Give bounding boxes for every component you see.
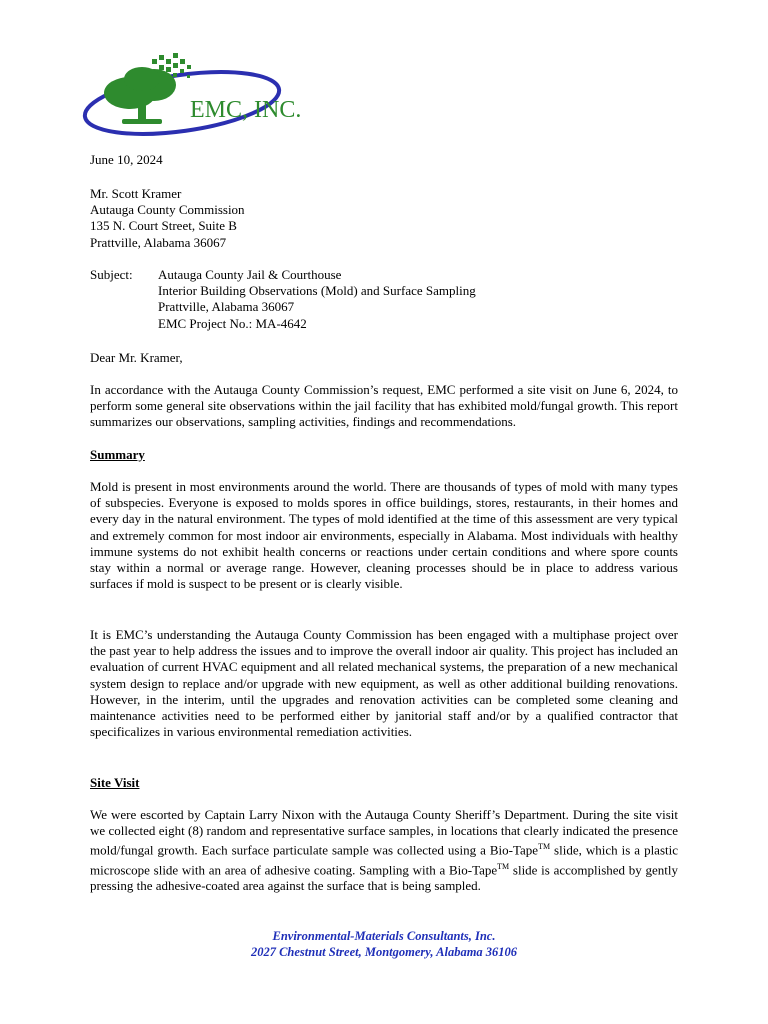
summary-p1-text: Mold is present in most environments around the world. There are thousands of types of mold with many types of subspecies. Everyone is exposed to molds spores in office buildings, stores, restaurants, in their homes and every day in the natural environment. The types of mold identified at the time of this assessment are very typical and extremely common for most indoor air environments, especially in Alabama. Most individuals with healthy immune systems do not exhibit health concerns or reactions under certain conditions and where spore counts stay within a normal or average range. However, cleaning processes should be in place to address various surfaces if mold is suspect to be present or is clearly visible. bbox=[90, 479, 678, 592]
footer-company: Environmental-Materials Consultants, Inc. bbox=[272, 929, 496, 943]
subject-line: Autauga County Jail & Courthouse bbox=[158, 267, 342, 282]
site-visit-text-b: slide, which is a plastic microscope slide with an area of adhesive coating. Sampling with a Bio-Tape bbox=[90, 842, 679, 878]
salutation-text: Dear Mr. Kramer, bbox=[90, 350, 183, 365]
date-text: June 10, 2024 bbox=[90, 152, 163, 167]
summary-paragraph-1 bbox=[90, 479, 678, 592]
logo-tree bbox=[104, 53, 191, 124]
summary-p2-text: It is EMC’s understanding the Autauga County Commission has been engaged with a multiphase project over the past year to help address the issues and to improve the overall indoor air quality. This project has included an evaluation of current HVAC equipment and all related mechanical systems, the preparation of a new mechanical system design to replace and/or upgrade with new equipment, as well as other additional building renovations. However, in the interim, until the upgrades and renovation activities can be completed some cleaning and maintenance activities need to be performed either by janitorial staff and/or by a qualified contractor that specificalizes in various environmental remediation activities. bbox=[90, 627, 678, 740]
summary-heading bbox=[90, 447, 678, 463]
letter-footer bbox=[0, 928, 768, 960]
letter-date bbox=[90, 152, 678, 168]
intro-text: In accordance with the Autauga County Commission’s request, EMC performed a site visit on June 6, 2024, to perform some general site observations within the jail facility that has exhibited mold/fungal growth. This report summarizes our observations, sampling activities, findings and recommendations. bbox=[90, 382, 678, 430]
trademark-mark: TM bbox=[538, 842, 551, 852]
site-visit-text-a: We were escorted by Captain Larry Nixon with the Autauga County Sheriff’s Department. During the site visit we collected eight (8) random and representative surface samples, in locations that clearly indicated the presence mold/fungal growth. Each surface particulate sample was collected using a Bio-Tape bbox=[90, 807, 678, 858]
recipient-name: Mr. Scott Kramer bbox=[90, 186, 182, 201]
summary-heading-text: Summary bbox=[90, 447, 145, 462]
recipient-org: Autauga County Commission bbox=[90, 202, 245, 218]
site-visit-text bbox=[90, 807, 678, 895]
summary-paragraph-2 bbox=[90, 627, 678, 740]
subject-label: Subject: bbox=[90, 267, 133, 282]
site-visit-paragraph bbox=[90, 807, 678, 895]
emc-logo bbox=[82, 45, 322, 141]
recipient-street: 135 N. Court Street, Suite B bbox=[90, 218, 237, 234]
salutation bbox=[90, 350, 678, 366]
footer-address: 2027 Chestnut Street, Montgomery, Alabama 36106 bbox=[250, 945, 518, 959]
logo-company-text: EMC, INC. bbox=[190, 97, 302, 123]
recipient-city: Prattville, Alabama 36067 bbox=[90, 234, 227, 250]
subject-line: EMC Project No.: MA-4642 bbox=[158, 315, 307, 331]
subject-line: Prattville, Alabama 36067 bbox=[158, 299, 295, 315]
subject-block bbox=[90, 267, 678, 332]
site-visit-text-c: slide is accomplished by gently pressing the adhesive-coated area against the surface that is being sampled. bbox=[90, 862, 678, 894]
site-visit-heading-text: Site Visit bbox=[90, 775, 140, 790]
subject-line: Interior Building Observations (Mold) and Surface Sampling bbox=[158, 283, 476, 299]
intro-paragraph bbox=[90, 382, 678, 431]
trademark-mark: TM bbox=[497, 861, 510, 871]
recipient-address bbox=[90, 186, 678, 251]
site-visit-heading bbox=[90, 775, 678, 791]
